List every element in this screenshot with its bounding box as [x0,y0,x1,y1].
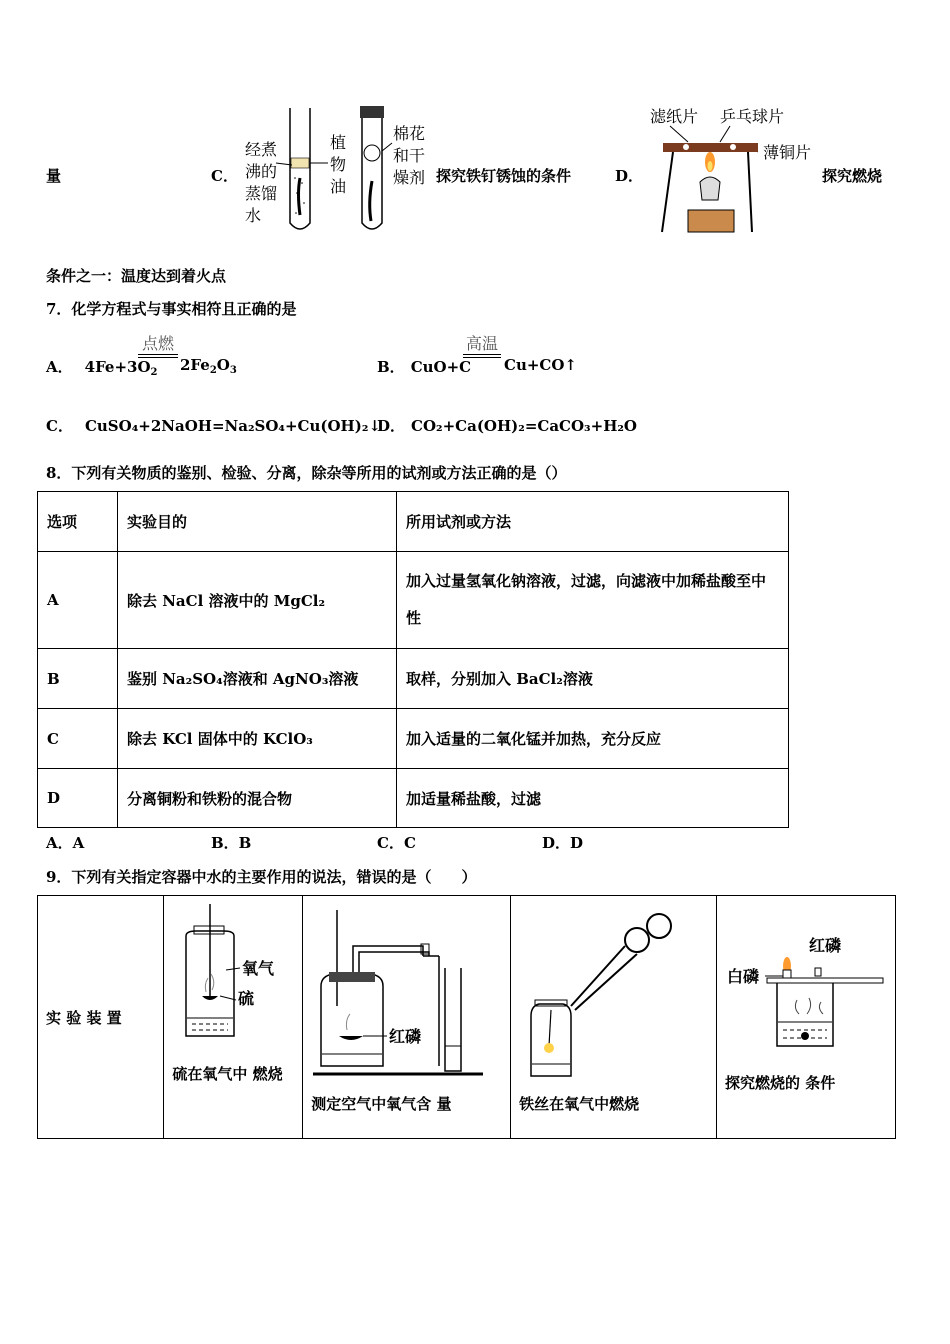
label-oil-2: 物 [330,155,347,174]
table-header-row [38,492,789,552]
label-boiled: 经煮 [245,140,278,159]
q7-a-right2: O [216,356,230,374]
q9-cell-white-p [717,896,896,1139]
q7-a-right [180,356,237,376]
q9-table [37,895,896,1139]
label-boiled-3: 蒸馏 [245,184,278,203]
row-option: D [38,769,118,828]
row-purpose: 除去 KCl 固体中的 KClO₃ [118,709,397,769]
label-red-p-2: 红磷 [809,936,842,955]
q9-caption-2: 测定空气中氧气含 量 [311,1095,452,1113]
q8-choice-d: D．D [542,834,584,852]
q7-a-sub3: 3 [229,365,237,376]
q6-continuation: 条件之一：温度达到着火点 [46,267,227,285]
q7-option-b [377,356,471,377]
row-option: A [38,552,118,649]
q6-option-c-caption: 探究铁钉锈蚀的条件 [436,167,572,185]
row-method: 取样，分别加入 BaCl₂溶液 [397,649,789,709]
q7-a-label: A． [46,358,73,376]
q9-caption-1: 硫在氧气中 燃烧 [172,1065,283,1083]
q8-choice-b: B．B [211,834,252,852]
q7-a-sub2: 2 [209,365,217,376]
label-white-p: 白磷 [727,967,760,986]
rust-experiment-figure [240,103,435,238]
q7-a-condition [138,331,178,358]
label-boiled-2: 沸的 [245,162,278,181]
sulfur-jar-figure [164,896,286,1046]
q7-d-label: D． [377,417,406,435]
label-cotton-3: 燥剂 [393,168,426,187]
q7-a-cond-text: 点燃 [141,334,174,353]
q9-cell-iron [511,896,717,1139]
q9-cell-sulfur [164,896,303,1139]
q7-option-a [46,356,158,378]
q9-caption-4: 探究燃烧的 条件 [725,1074,836,1092]
q8-choice-a: A．A [46,834,85,852]
q7-option-d [377,415,637,436]
row-option: B [38,649,118,709]
q7-c-text: CuSO₄+2NaOH=Na₂SO₄+Cu(OH)₂↓ [84,417,381,435]
q7-b-left: CuO+C [410,358,472,376]
label-pingpong: 乒乓球片 [720,107,785,126]
label-red-p: 红磷 [389,1027,422,1046]
table-row [38,649,789,709]
header-purpose: 实验目的 [118,492,397,552]
q7-b-condition [463,331,501,358]
label-filter-paper: 滤纸片 [650,107,699,126]
burning-tripod-figure [648,100,820,240]
label-cotton: 棉花 [393,124,426,143]
row-purpose: 分离铜粉和铁粉的混合物 [118,769,397,828]
q9-cell-redp [303,896,511,1139]
table-row [38,769,789,828]
q7-b-cond-text: 高温 [465,334,498,353]
row-option: C [38,709,118,769]
q9-row-label: 实 验 装 置 [38,896,164,1139]
label-oxygen: 氧气 [242,959,275,978]
q7-a-sub1: 2 [150,367,158,378]
label-oil-3: 油 [330,177,347,196]
header-method: 所用试剂或方法 [397,492,789,552]
label-oil: 植 [330,133,347,152]
q7-option-c [46,415,381,436]
header-option: 选项 [38,492,118,552]
q9-caption-3: 铁丝在氧气中燃烧 [519,1095,640,1113]
row-method: 加入适量的二氧化锰并加热，充分反应 [397,709,789,769]
q6-option-c-label: C． [211,167,238,185]
label-sulfur: 硫 [238,989,255,1008]
q8-table [37,491,789,828]
row-purpose: 除去 NaCl 溶液中的 MgCl₂ [118,552,397,649]
q7-b-right: Cu+CO↑ [504,356,577,374]
q7-a-left: 4Fe+3O [84,358,151,376]
row-method: 加入过量氢氧化钠溶液，过滤，向滤液中加稀盐酸至中性 [397,552,789,649]
iron-wire-figure [511,896,700,1086]
table-row [38,552,789,649]
label-boiled-4: 水 [245,206,262,225]
q7-d-text: CO₂+Ca(OH)₂=CaCO₃+H₂O [411,417,637,435]
row-purpose: 鉴别 Na₂SO₄溶液和 AgNO₃溶液 [118,649,397,709]
q8-choice-c: C．C [377,834,416,852]
q6-option-d-label: D． [615,167,644,185]
q6-option-d-caption: 探究燃烧 [822,167,883,185]
q7-b-label: B． [377,358,405,376]
q7-c-label: C． [46,417,73,435]
white-phosphorus-figure [717,896,887,1061]
label-copper-sheet: 薄铜片 [763,143,812,162]
oxygen-content-figure [303,896,494,1086]
row-method: 加适量稀盐酸，过滤 [397,769,789,828]
q7-a-right-text: 2Fe [180,356,210,374]
label-cotton-2: 和干 [393,146,426,165]
q6-prefix: 量 [46,167,62,185]
q8-stem: 8．下列有关物质的鉴别、检验、分离，除杂等所用的试剂或方法正确的是（） [46,464,567,482]
q7-stem: 7．化学方程式与事实相符且正确的是 [46,300,297,318]
q9-stem: 9．下列有关指定容器中水的主要作用的说法，错误的是（ ） [46,868,477,886]
table-row [38,709,789,769]
